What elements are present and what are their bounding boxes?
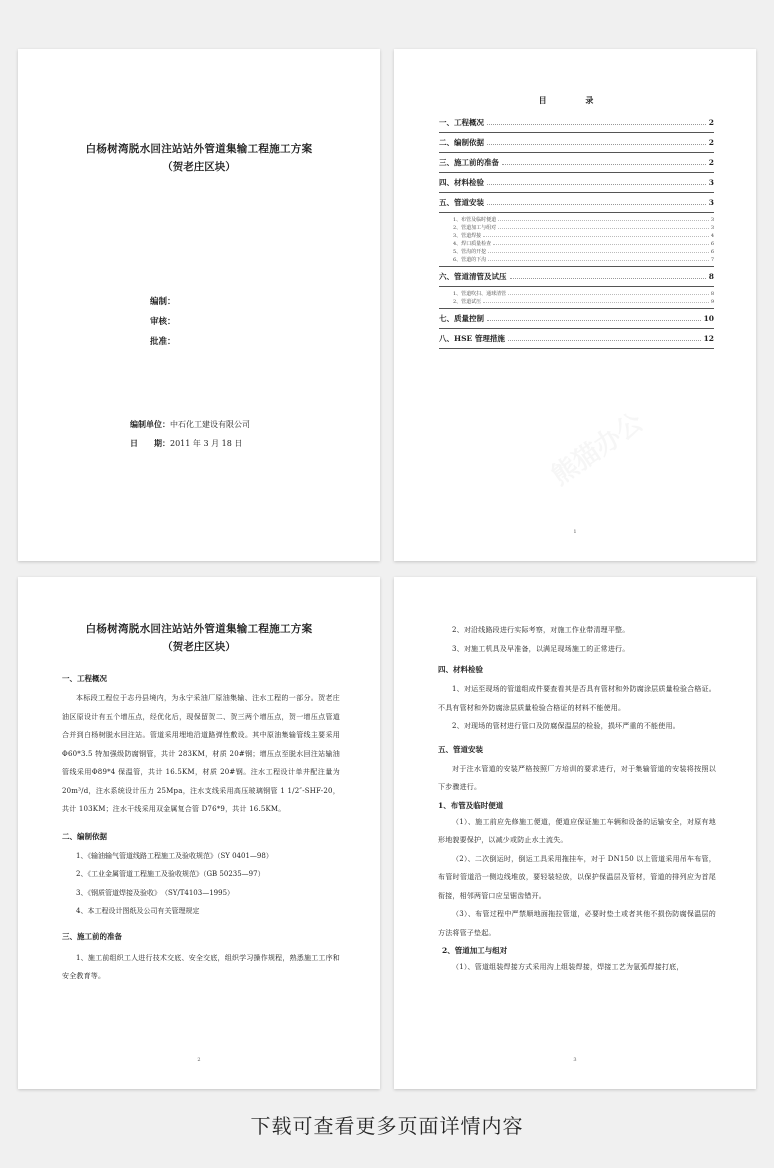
- list-item: 4、本工程设计图纸及公司有关管理规定: [76, 907, 200, 915]
- download-more-caption[interactable]: 下载可查看更多页面详情内容: [250, 1114, 524, 1138]
- toc-list: [439, 113, 714, 349]
- body-page-2: [18, 577, 380, 1089]
- cover-page: [18, 49, 380, 561]
- subsection-heading: 1、布管及临时便道: [438, 800, 504, 810]
- toc-subentry[interactable]: 3、管道焊接 4: [453, 233, 714, 239]
- toc-entry[interactable]: 二、编制依据 2: [439, 133, 714, 153]
- section-paragraph: 2、对沿线路段进行实际考察，对施工作业带清理平整。: [452, 626, 630, 634]
- list-item: 1、《输油输气管道线路工程施工及验收规范》（SY 0401—98）: [76, 851, 273, 860]
- cover-subtitle: （贺老庄区块）: [162, 161, 236, 173]
- section-heading: 四、材料检验: [438, 665, 483, 674]
- section-paragraph: （1）、施工前应先修施工便道，便道应保证施工车辆和设备的运输安全，对原有地形地貌要保护，以减少或防止水土流失。: [438, 817, 716, 844]
- toc-subgroup: [439, 287, 714, 309]
- section-heading: 三、施工前的准备: [62, 931, 122, 941]
- section-paragraph: 3、对施工机具及早准备，以满足现场施工的正常进行。: [452, 644, 630, 653]
- section-paragraph: 1、施工前组织工人进行技术交底、安全交底，组织学习操作规程，熟悉施工工序和安全教育等。: [62, 953, 340, 980]
- section-paragraph: （3）、布管过程中严禁顺地面拖拉管道，必要时垫土或者其他不损伤防腐保温层的方法将管子垫起。: [438, 910, 716, 937]
- toc-subentry[interactable]: 1、布管及临时便道 3: [453, 217, 714, 223]
- date-label: 日 期：: [130, 438, 170, 448]
- page-number: 1: [573, 529, 577, 535]
- page-subtitle: （贺老庄区块）: [162, 641, 236, 653]
- reviewed-by-label: 审核：: [150, 317, 176, 327]
- toc-subentry[interactable]: 5、管沟的开挖 6: [453, 249, 714, 255]
- toc-entry[interactable]: 六、管道清管及试压 8: [439, 267, 714, 287]
- section-paragraph: 对于注水管道的安装严格按照厂方培训的要求进行，对于集输管道的安装将按照以下步骤进行。: [438, 764, 716, 791]
- toc-subentry[interactable]: 6、管道的下沟 7: [453, 257, 714, 263]
- toc-subentry[interactable]: 4、焊口质量检查 6: [453, 241, 714, 247]
- section-paragraph: 本标段工程位于志丹县境内，为永宁采油厂原油集输、注水工程的一部分。贺老庄油区原设计有五个增压点，经优化后，现保留贺二、贺三两个增压点，贺一增压点管道合并到白杨树脱水回注站。管道采用埋地沿道路弹性敷设。其中原油集输管线主要采用Φ60*3.5 特加强级防腐钢管，共计 283KM，材质 20#钢；增压点至脱水回注站输油管线采用Φ89*4 保温管，共计 16.5KM，材质 20#钢。注水工程设计单井配注量为 20m³/d，注水系统设计压力 25Mpa，注水支线采用高压玻璃钢管 1 1/2″-SHF-20，共计 103KM；注水干线采用双金属复合管 D76*9，共计 16.5KM。: [62, 694, 340, 813]
- toc-subentry[interactable]: 1、管道吹扫、通球清管 8: [453, 291, 714, 297]
- date-value: 2011 年 3 月 18 日: [170, 439, 243, 448]
- page-content: [438, 621, 716, 977]
- toc-title: 目 录: [538, 95, 612, 105]
- section-paragraph: （2）、二次倒运时，倒运工具采用拖挂车，对于 DN150 以上管道采用吊车布管，布管时管道沿一侧边线堆放，要轻装轻放，以保护保温层及管材，管道的排列应为首尾衔接，相邻两管口应呈锯齿错开。: [438, 854, 716, 900]
- page-number: 3: [573, 1057, 577, 1063]
- toc-entry[interactable]: 五、管道安装 3: [439, 193, 714, 213]
- watermark: [543, 403, 649, 493]
- toc-entry[interactable]: 三、施工前的准备 2: [439, 153, 714, 173]
- section-paragraph: 2、对现场的管材进行管口及防腐保温层的检验，损坏严重的不能使用。: [452, 722, 680, 730]
- body-page-3: [394, 577, 756, 1089]
- section-paragraph: 1、对运至现场的管道组成件要查看其是否具有管材和外防腐涂层质量检验合格证。不具有管材和外防腐涂层质量检验合格证的材料不能使用。: [438, 685, 716, 712]
- toc-entry[interactable]: 八、HSE 管理措施 12: [439, 329, 714, 349]
- page-content: [62, 673, 340, 986]
- subsection-heading: 2、管道加工与组对: [442, 946, 508, 955]
- org-value: 中石化工建设有限公司: [170, 420, 250, 429]
- toc-subgroup: [439, 213, 714, 267]
- toc-page: [394, 49, 756, 561]
- org-label: 编制单位：: [130, 419, 170, 429]
- date-line: [130, 438, 242, 449]
- toc-entry[interactable]: 四、材料检验 3: [439, 173, 714, 193]
- approved-by-label: 批准：: [150, 337, 176, 347]
- org-line: [130, 419, 250, 430]
- toc-entry[interactable]: 一、工程概况 2: [439, 113, 714, 133]
- toc-subentry[interactable]: 2、管道加工与组对 3: [453, 225, 714, 231]
- page-number: 2: [197, 1057, 201, 1063]
- section-heading: 二、编制依据: [62, 831, 107, 841]
- reference-list: [62, 847, 340, 921]
- section-heading: 一、工程概况: [62, 674, 107, 683]
- cover-title: 白杨树湾脱水回注站站外管道集输工程施工方案: [85, 143, 313, 155]
- section-heading: 五、管道安装: [438, 744, 483, 754]
- page-title: 白杨树湾脱水回注站站外管道集输工程施工方案: [85, 623, 313, 635]
- list-item: 3、《钢质管道焊接及验收》 （SY/T4103—1995）: [76, 888, 235, 897]
- toc-entry[interactable]: 七、质量控制 10: [439, 309, 714, 329]
- section-paragraph: （1）、管道组装焊接方式采用沟上组装焊接，焊接工艺为氩弧焊接打底，: [452, 963, 684, 971]
- toc-subentry[interactable]: 2、管道试压 9: [453, 299, 714, 305]
- list-item: 2、《工业金属管道工程施工及验收规范》（GB 50235—97）: [76, 870, 265, 878]
- compiled-by-label: 编制：: [150, 297, 176, 307]
